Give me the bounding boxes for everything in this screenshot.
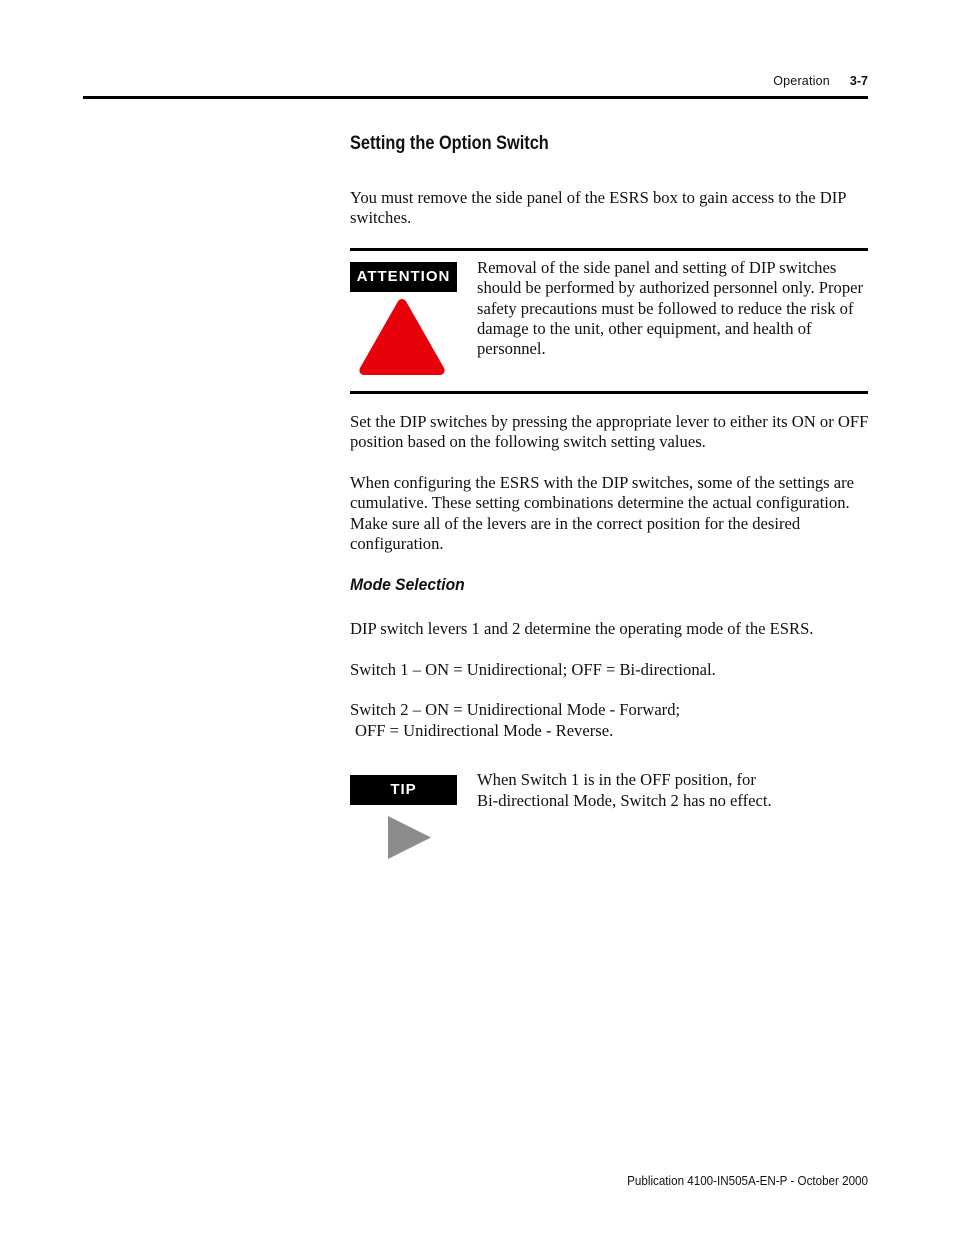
switch2-description-line2: OFF = Unidirectional Mode - Reverse. xyxy=(355,721,614,740)
attention-top-rule xyxy=(350,248,868,251)
page-number: 3-7 xyxy=(849,74,868,88)
section-title: Setting the Option Switch xyxy=(350,133,549,154)
running-header xyxy=(700,74,868,88)
attention-text: Removal of the side panel and setting of DIP switches should be performed by authorized personnel only. Proper safety precautions must be followed to reduce the risk of damage to the unit, other equipment, and health of personnel. xyxy=(477,258,864,359)
mode-selection-intro: DIP switch levers 1 and 2 determine the operating mode of the ESRS. xyxy=(350,619,814,638)
warning-triangle-icon xyxy=(357,296,447,378)
dip-set-paragraph: Set the DIP switches by pressing the appropriate lever to either its ON or OFF position based on the following switch setting values. xyxy=(350,412,869,452)
switch1-description: Switch 1 – ON = Unidirectional; OFF = Bi-directional. xyxy=(350,660,716,679)
mode-selection-heading: Mode Selection xyxy=(350,575,465,594)
publication-footer: Publication 4100-IN505A-EN-P - October 2000 xyxy=(627,1174,868,1188)
tip-text-line2: Bi-directional Mode, Switch 2 has no effect. xyxy=(477,791,772,810)
tip-badge: TIP xyxy=(350,775,457,805)
attention-bottom-rule xyxy=(350,391,868,394)
switch2-description-line1: Switch 2 – ON = Unidirectional Mode - Forward; xyxy=(350,700,681,719)
intro-paragraph: You must remove the side panel of the ESRS box to gain access to the DIP switches. xyxy=(350,188,846,228)
play-arrow-icon xyxy=(387,815,432,860)
tip-text-line1: When Switch 1 is in the OFF position, for xyxy=(477,770,756,789)
configuration-paragraph: When configuring the ESRS with the DIP switches, some of the settings are cumulative. These setting combinations determine the actual configuration. Make sure all of the levers are in the correct position for the desired configuration. xyxy=(350,473,855,553)
header-rule xyxy=(83,96,868,99)
header-section-name: Operation xyxy=(773,74,830,88)
attention-badge: ATTENTION xyxy=(350,262,457,292)
